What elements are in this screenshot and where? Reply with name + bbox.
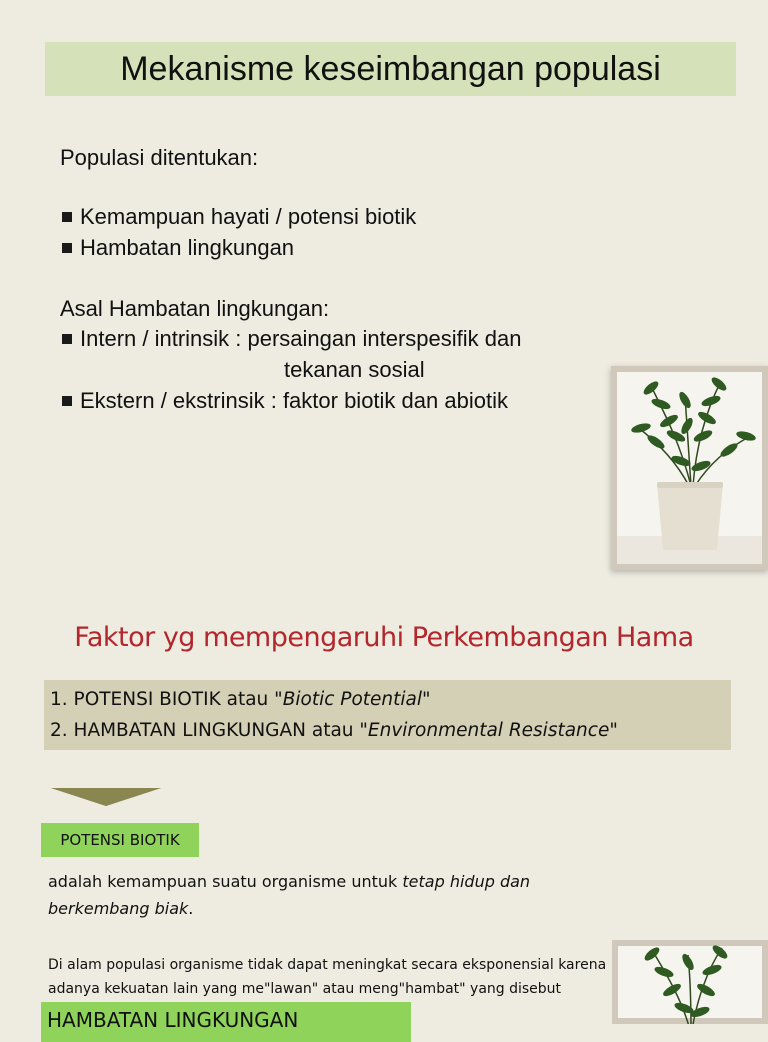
factor-item — [50, 715, 731, 746]
slide2-subtitle: Faktor yg mempengaruhi Perkembangan Hama — [74, 622, 694, 653]
potensi-biotik-label — [41, 823, 199, 857]
potensi-biotik-text: POTENSI BIOTIK — [60, 831, 180, 849]
list-item — [62, 201, 416, 232]
determinants-list — [62, 201, 416, 263]
potted-plant-icon — [612, 940, 768, 1024]
plant-image — [611, 366, 768, 570]
slide-title — [45, 42, 736, 96]
intro-text: Populasi ditentukan: — [60, 145, 259, 170]
factor-item — [50, 684, 731, 715]
factor-quote: " — [609, 720, 618, 741]
slide-title-text: Mekanisme keseimbangan populasi — [120, 49, 661, 88]
definition-period: . — [188, 899, 194, 918]
definition-italic: berkembang biak — [48, 899, 189, 918]
definition-plain: adalah kemampuan suatu organisme untuk — [48, 872, 403, 891]
square-bullet-icon — [62, 334, 72, 344]
square-bullet-icon — [62, 212, 72, 222]
definition-italic: tetap hidup dan — [402, 872, 531, 891]
paragraph-line: adanya kekuatan lain yang me"lawan" atau meng"hambat" yang disebut — [48, 981, 562, 997]
paragraph-line: Di alam populasi organisme tidak dapat meningkat secara eksponensial karena — [48, 957, 607, 973]
origin-text: Intern / intrinsik : persaingan interspesifik dan — [80, 326, 522, 351]
determinant-text: Hambatan lingkungan — [80, 235, 295, 260]
factors-box — [44, 680, 731, 750]
origin-heading: Asal Hambatan lingkungan: — [60, 296, 330, 321]
list-item — [62, 232, 416, 263]
factor-quote: " — [422, 689, 431, 710]
square-bullet-icon — [62, 243, 72, 253]
hambatan-lingkungan-text: HAMBATAN LINGKUNGAN — [47, 1008, 299, 1032]
determinant-text: Kemampuan hayati / potensi biotik — [80, 204, 417, 229]
plant-image — [612, 940, 768, 1024]
factor-text: 2. HAMBATAN LINGKUNGAN atau " — [50, 720, 368, 741]
list-item — [62, 385, 521, 416]
origin-text: Ekstern / ekstrinsik : faktor biotik dan abiotik — [80, 388, 508, 413]
origin-continuation: tekanan sosial — [284, 357, 425, 382]
potted-plant-icon — [611, 366, 768, 570]
factor-italic-text: Environmental Resistance — [367, 720, 610, 741]
down-arrow-icon — [51, 776, 161, 811]
nature-paragraph — [48, 953, 668, 1001]
factor-italic-text: Biotic Potential — [282, 689, 422, 710]
hambatan-lingkungan-label — [41, 1002, 411, 1042]
factor-text: 1. POTENSI BIOTIK atau " — [50, 689, 283, 710]
list-item — [62, 323, 521, 354]
definition-text — [48, 868, 608, 922]
square-bullet-icon — [62, 396, 72, 406]
origin-list — [62, 323, 521, 416]
